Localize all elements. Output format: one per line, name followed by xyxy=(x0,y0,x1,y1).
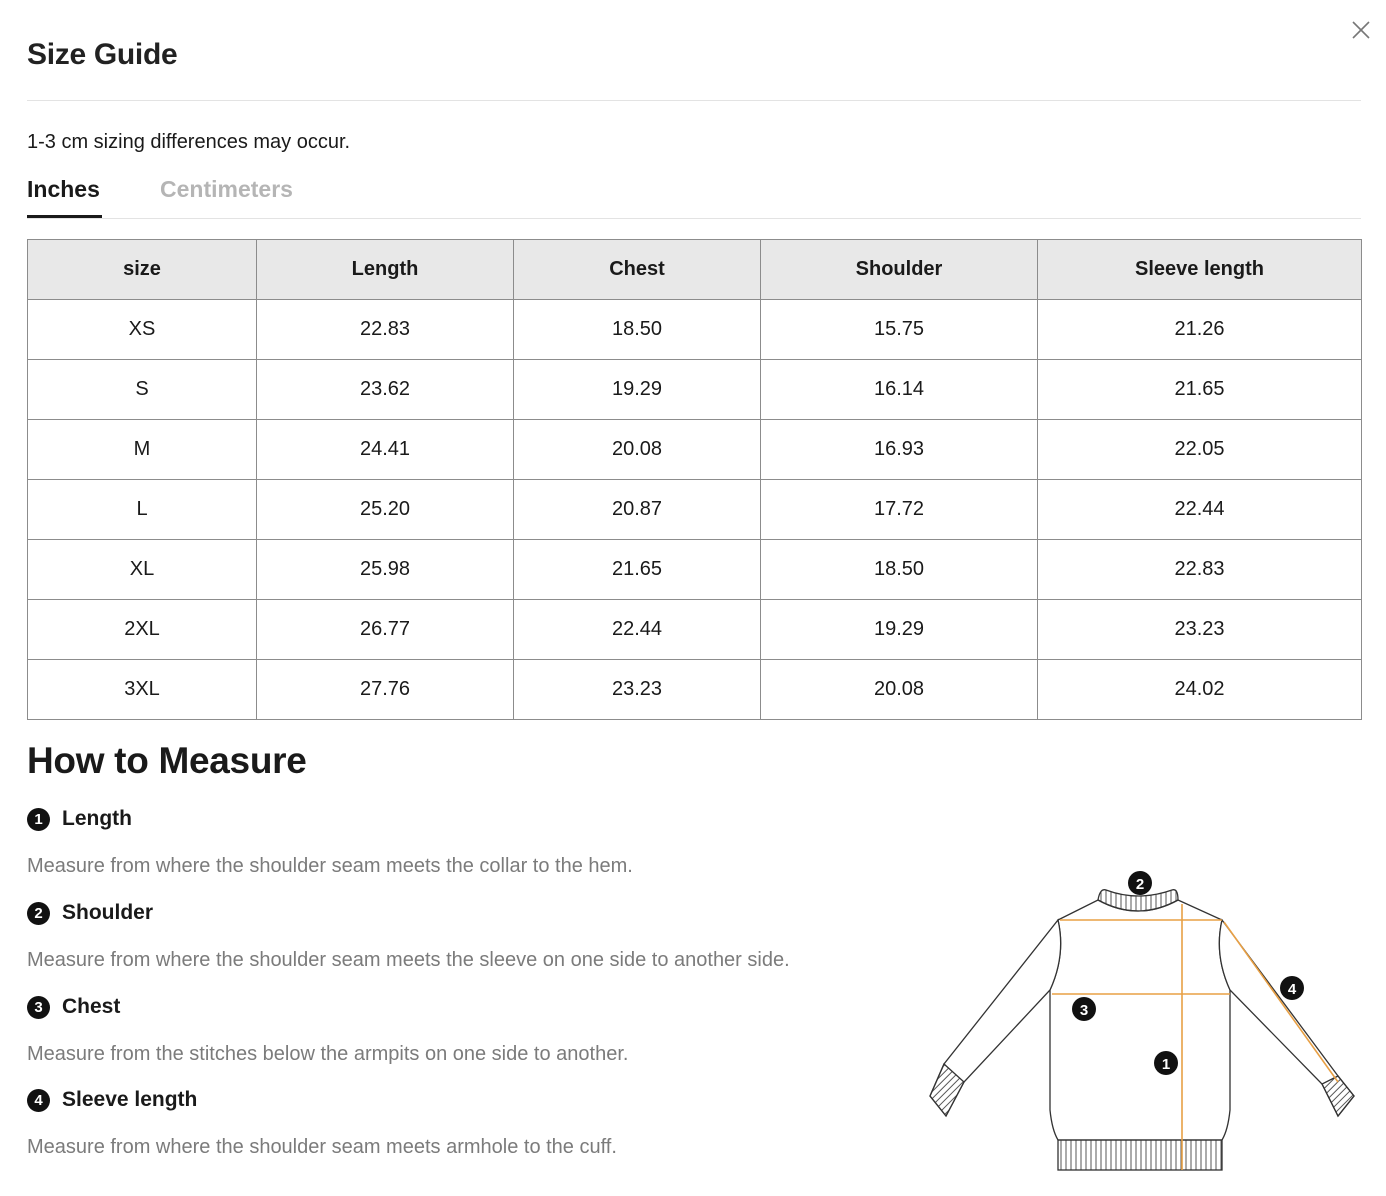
header-divider xyxy=(27,100,1361,101)
table-cell: 22.83 xyxy=(1038,540,1362,600)
measure-item-chest xyxy=(27,995,120,1019)
table-cell: 22.05 xyxy=(1038,420,1362,480)
table-cell: 20.87 xyxy=(514,480,761,540)
table-row xyxy=(28,540,1362,600)
table-header-row xyxy=(28,240,1362,300)
marker-label: 4 xyxy=(1287,981,1297,998)
table-row xyxy=(28,300,1362,360)
table-cell: M xyxy=(28,420,257,480)
tab-inches[interactable]: Inches xyxy=(27,176,100,202)
table-cell: XL xyxy=(28,540,257,600)
table-cell: 20.08 xyxy=(514,420,761,480)
size-table xyxy=(27,239,1362,720)
measure-item-shoulder xyxy=(27,901,153,925)
table-cell: 26.77 xyxy=(257,600,514,660)
table-cell: S xyxy=(28,360,257,420)
marker-label: 3 xyxy=(1079,1002,1089,1019)
table-cell: 27.76 xyxy=(257,660,514,720)
table-cell: 2XL xyxy=(28,600,257,660)
table-cell: 24.02 xyxy=(1038,660,1362,720)
measure-label: Sleeve length xyxy=(62,1088,198,1111)
table-cell: 25.98 xyxy=(257,540,514,600)
how-to-measure-title: How to Measure xyxy=(27,740,307,781)
table-cell: L xyxy=(28,480,257,540)
marker-2-icon xyxy=(1128,871,1152,895)
measure-label: Shoulder xyxy=(62,901,154,924)
modal-title: Size Guide xyxy=(27,38,178,71)
table-cell: 16.93 xyxy=(761,420,1038,480)
sizing-note: 1-3 cm sizing differences may occur. xyxy=(27,131,351,153)
measure-description: Measure from where the shoulder seam meets the collar to the hem. xyxy=(27,855,633,877)
table-cell: 21.65 xyxy=(514,540,761,600)
number-2-icon: 2 xyxy=(27,902,50,925)
table-cell: 15.75 xyxy=(761,300,1038,360)
table-cell: 19.29 xyxy=(761,600,1038,660)
measure-description: Measure from the stitches below the armpits on one side to another. xyxy=(27,1043,629,1065)
number-1-icon: 1 xyxy=(27,808,50,831)
column-header-size: size xyxy=(28,240,257,300)
table-cell: 19.29 xyxy=(514,360,761,420)
measure-item-sleeve-length xyxy=(27,1088,197,1112)
sweater-diagram-icon xyxy=(920,860,1370,1180)
marker-1-icon xyxy=(1154,1051,1178,1075)
table-cell: XS xyxy=(28,300,257,360)
table-cell: 18.50 xyxy=(761,540,1038,600)
close-button[interactable] xyxy=(1349,18,1373,42)
measure-label: Length xyxy=(62,807,132,830)
table-cell: 22.83 xyxy=(257,300,514,360)
table-cell: 17.72 xyxy=(761,480,1038,540)
marker-label: 1 xyxy=(1161,1056,1171,1073)
measure-label: Chest xyxy=(62,995,121,1018)
close-icon xyxy=(1349,18,1373,42)
table-row xyxy=(28,660,1362,720)
table-cell: 23.23 xyxy=(1038,600,1362,660)
marker-4-icon xyxy=(1280,976,1304,1000)
tab-centimeters[interactable]: Centimeters xyxy=(160,176,293,202)
table-row xyxy=(28,480,1362,540)
marker-3-icon xyxy=(1072,997,1096,1021)
table-cell: 21.65 xyxy=(1038,360,1362,420)
table-cell: 24.41 xyxy=(257,420,514,480)
table-row xyxy=(28,360,1362,420)
table-cell: 3XL xyxy=(28,660,257,720)
column-header-length: Length xyxy=(257,240,514,300)
table-cell: 16.14 xyxy=(761,360,1038,420)
table-cell: 23.62 xyxy=(257,360,514,420)
table-row xyxy=(28,420,1362,480)
table-cell: 20.08 xyxy=(761,660,1038,720)
measure-item-length xyxy=(27,807,132,831)
column-header-chest: Chest xyxy=(514,240,761,300)
number-4-icon: 4 xyxy=(27,1089,50,1112)
table-cell: 22.44 xyxy=(1038,480,1362,540)
table-cell: 23.23 xyxy=(514,660,761,720)
table-cell: 18.50 xyxy=(514,300,761,360)
table-cell: 22.44 xyxy=(514,600,761,660)
column-header-sleeve-length: Sleeve length xyxy=(1038,240,1362,300)
marker-label: 2 xyxy=(1135,876,1145,893)
unit-tabs xyxy=(27,176,1361,218)
measure-description: Measure from where the shoulder seam meets the sleeve on one side to another side. xyxy=(27,949,790,971)
measure-description: Measure from where the shoulder seam meets armhole to the cuff. xyxy=(27,1136,617,1158)
table-cell: 25.20 xyxy=(257,480,514,540)
tabs-divider xyxy=(27,218,1361,219)
column-header-shoulder: Shoulder xyxy=(761,240,1038,300)
table-cell: 21.26 xyxy=(1038,300,1362,360)
number-3-icon: 3 xyxy=(27,996,50,1019)
table-row xyxy=(28,600,1362,660)
